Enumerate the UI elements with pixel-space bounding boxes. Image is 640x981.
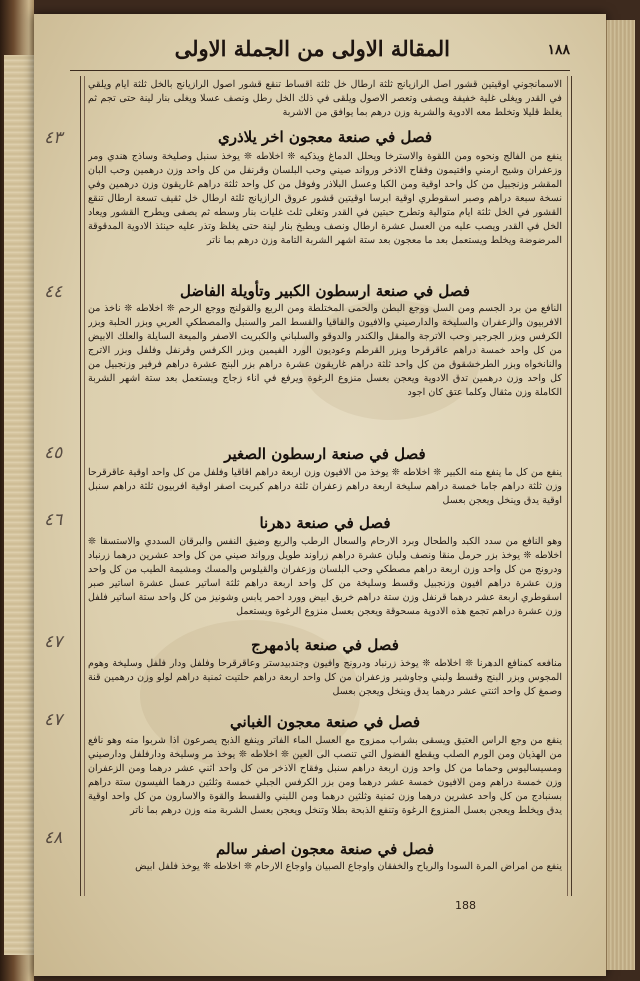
section-heading: فصل في صنعة دهرنا — [259, 514, 391, 532]
section-number: ٤٧ — [44, 632, 63, 652]
section-paragraph: ينفع من الفالج ونحوه ومن اللقوة والاسترخا ويحلل الدماغ ويذكيه ❊ اخلاطه ❊ يوخذ سنبل وصليخة وساذج هندي ومر وزعفران وشيح ارمني وافتيمون وفقاح الاذخر ورواند صيني وحب البلسان وقرنفل من كل واحد وزن درهمين وحب البان المقشر وزنجبيل من كل واحد اوقية ومن الكبا وعسل البلاذر وفوفل من كل واحد ثلثة دراهم غاريقون وزن درهمين وفي نسخة سبعة دراهم وصبر اسقوطري اوقية ابرسا اوقيتين قشور عروق الرازيانج ثلثة ارطال خل ثقيف تسعة ارطال تنقع القشور في الخل ثلثة ايام متوالية وتطرح حبتين في القدر وتغلى ثلث غليات بنار وسطه ثم يصفى ويطرح القشور ويعاد الخل في القدر ويصب عليه من العسل عشرة ارطال ونصف ويطبخ بنار لينة حتى يغلظ وتذر عليه حينئذ الادوية المدقوقة المرضوضة ويخلط ويستعمل بعد ما معجون بعد ستة اشهر الشربة التامة وزن درهم بما ناتر — [88, 151, 562, 246]
section-number: ٤٥ — [44, 443, 63, 463]
section-heading: فصل في صنعة معجون الغباني — [229, 713, 421, 731]
section-paragraph: ينفع من وجع الراس العتيق ويسقى بشراب ممزوج مع العسل الماء الفاتر وينفع الذبح يصرعون اذا شربوا منه وهو نافع من الهذيان ومن الورم الصلب ويقطع الفضول التي تنصب الى العين ❊ اخلاطه ❊ يوخذ مر وسليخة ودارفلفل ودارصيني ومسيسالیوس وحماما من كل واحد وزن اربعة دراهم سنبل وفقاح الاذخر من كل واحد اثني عشر درهما ومن الزعفران وزن خمسة دراهم ومن الافيون خمسة عشر درهما ومن بزر الكرفس الجبلي خمسة وثلثين درهما الفيسون ستة دراهم بسنبادج من كل واحد عشرين درهما وزن ثمنية وثلثين درهما ومن اللبني والقسط والقوة والاسارون من كل واحد اوقية يدق ويخلط ويعجن بعسل المنزوع الرغوة وتنفع الذبحة بطلا وتنخل ويعجن بعسل الشربة منه وزن درهم بما ناتر — [88, 735, 562, 816]
section-number: ٤٦ — [44, 510, 63, 530]
section-heading: فصل في صنعة ارسطون الكبير وتأويلة الفاضل — [180, 282, 470, 300]
page-number-top: ١٨٨ — [547, 42, 570, 58]
section-number: ٤٣ — [44, 128, 63, 148]
running-title: المقالة الاولى من الجملة الاولى — [174, 36, 450, 61]
page-header — [70, 36, 570, 71]
page-number-bottom: 188 — [455, 899, 476, 912]
right-page-stack — [606, 20, 635, 970]
section-heading: فصل في صنعة معجون اخر يلاذري — [217, 128, 433, 146]
left-page-stack — [4, 55, 35, 955]
section-paragraph: منافعه كمنافع الدهرنا ❊ اخلاطه ❊ يوخذ زرنباد ودرونج وافيون وجندبيدستر وعاقرقرحا وفلفل ودار فلفل وسليخة وهوم المجوس وبزر البنج وقسط ولبني وجاوشير وزعفران من كل واحد اربعة دراهم حلتيت ثمنية دراهم لولو وزن درهمين قنة وصمغ كل واحد اثنتي عشر درهما يدق وينخل ويعجن بعسل — [88, 658, 562, 697]
section-heading: فصل في صنعة معجون اصفر سالم — [215, 840, 435, 858]
section-heading: فصل في صنعة باذمهرج — [251, 636, 399, 654]
intro-paragraph: الاسمانجوني اوقيتين قشور اصل الرازيانج ثلثة ارطال خل ثلثة اقساط تنقع قشور اصول الرازيانج بالخل ثلثة ايام ويلقي في القدر ويغلى غلية خفيفة ويصفى وتعصر الاصول ويلقى في ذلك الخل رطل ونصف عسلا ويغلى بنار لينة حتى تجم ثم يغلظ قليلا وتخلط معه الادوية والشربة وزن درهم بما يوافق من الاشربة — [88, 79, 562, 118]
section-number: ٤٨ — [44, 828, 63, 848]
section-paragraph: النافع من برد الجسم ومن السل ووجع البطن والحمى المختلطة ومن الربع والقولنج ووجع الرحم ❊ اخلاطه ❊ ناخذ من الافربيون والزعفران والسليخة والدارصيني والافيون والقاقيا والقسط المر والسنبل والمصطكي العربي وبزر الحلبة وبزر الكرفس وبزر الجرجير وحب الاترجة والمقل والكندر والدوقو والسلباني والكبريت الاصفر والميعة السايلة والعلك الابيض من كل واحد خمسة دراهم عاقرقرحا وبزر القرطم وعوديون الورد الفيمين وبزر الكرفس وقرنفل وفلفل وبزر الاترج والنانخواه وبزر الطرخشقوق من كل واحد ثلثة دراهم غاريقون عشرة دراهم بزر البنج عشرة دراهم فرفير وزنجبيل من كل واحد وزن درهمين تدق الادوية ويعجن بعسل منزوع الرغوة ويرفع في اناء زجاج ويستعمل بعد ستة اشهر الشربة الكاملة وزن مثقال وكلما عتق كان اجود — [88, 303, 562, 398]
section-number: ٤٤ — [44, 282, 63, 302]
section-paragraph: وهو النافع من سدد الكبد والطحال وبرد الارحام والسعال الرطب والربع وضيق النفس والبرقان السددي والاستسقا ❊ اخلاطه ❊ يوخذ بزر حرمل منقا ونصف ولبان عشرة دراهم زراوند طويل ورواند صيني من كل واحد عشرين درهما زرنباد ودرونج من كل واحد وزن اربعة دراهم مصطكي وحب البلسان وزعفران والقيلوس والمسك ومشيمة الطيب من كل واحد وزن عشرة دراهم افيون وزنجبيل وقسط وسليخة من كل واحد اربعة دراهم ثلثة اساتير عسل عشرة اساتير صبر اسقوطري اربعة عشر درهما قرنفل وزن ستة دراهم خربق ابيض وورد احمر يابس وشونيز من كل واحد ستة اساتير فلفل وزن عشرة دراهم تجمع هذه الادوية مسحوقة ويعجن بعسل منزوع الرغوة ويستعمل — [88, 536, 562, 617]
section-paragraph: ينفع من امراض المرة السودا والرياح والخفقان واوجاع الصبيان واوجاع الارحام ❊ اخلاطه ❊ يوخذ فلفل ابيض — [135, 861, 562, 872]
section-heading: فصل في صنعة ارسطون الصغير — [224, 445, 426, 463]
section-number: ٤٧ — [44, 710, 63, 730]
section-paragraph: ينفع من كل ما ينفع منه الكبير ❊ اخلاطه ❊ يوخذ من الافيون وزن اربعة دراهم اقاقيا وفلفل من كل واحد اوقية عاقرقرحا وزن ثلثة دراهم جاما خمسة دراهم سليخة اربعة دراهم زعفران ثلثة دراهم كبريت اصفر اوقية افربيون ثلثة دراهم سنبل اوقية يدق وينخل ويعجن بعسل — [88, 467, 562, 506]
